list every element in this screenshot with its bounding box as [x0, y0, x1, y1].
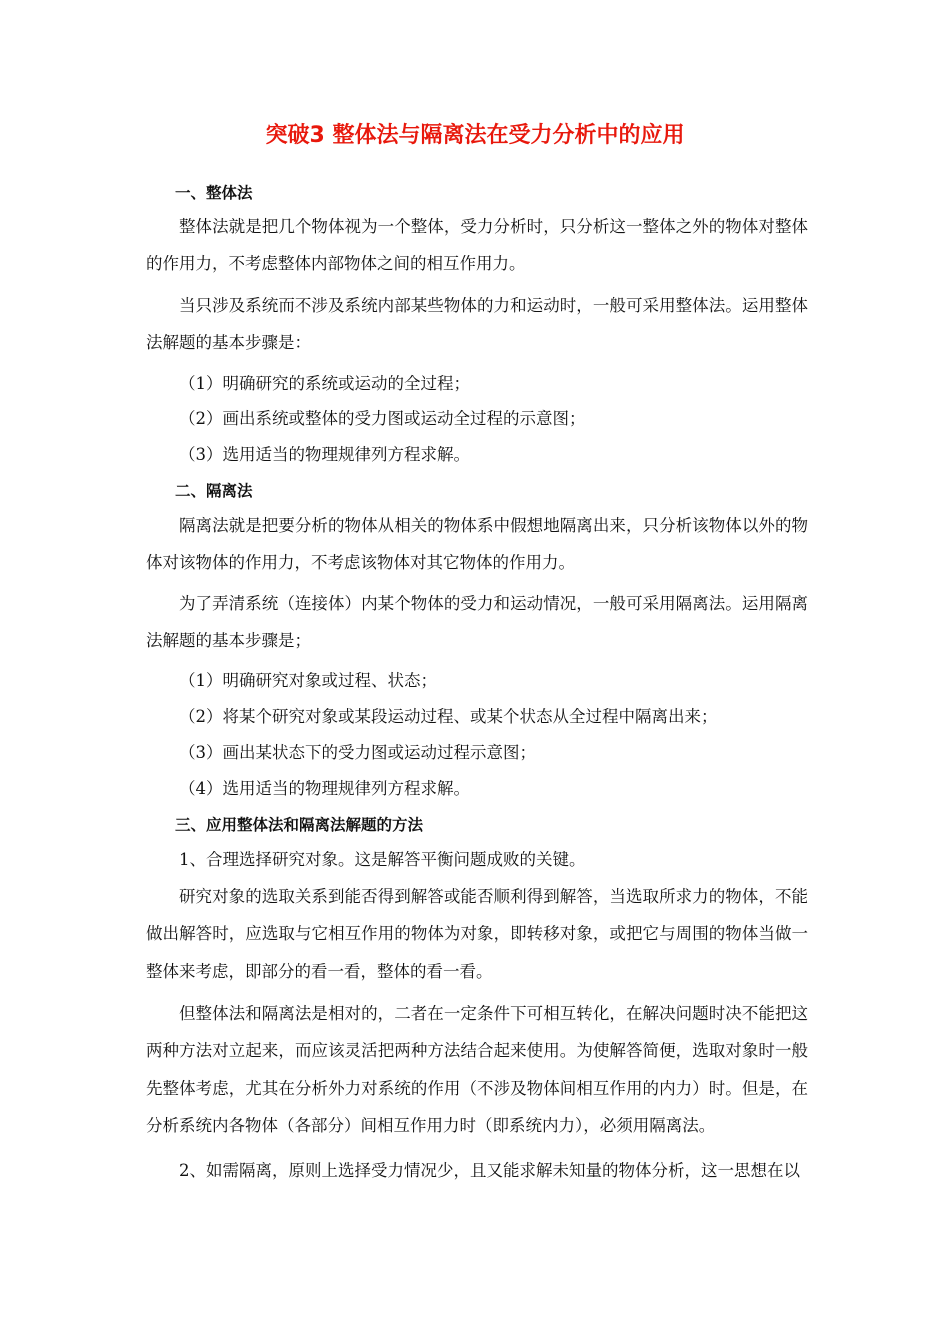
step-item: （1）明确研究的系统或运动的全过程；	[179, 374, 470, 393]
paragraph-relative-methods: 但整体法和隔离法是相对的，二者在一定条件下可相互转化，在解决问题时决不能把这两种方法对立起来，而应该灵活把两种方法结合起来使用。为使解答简便，选取对象时一般先整体考虑，尤其在分析外力对系统的作用（不涉及物体间相互作用的内力）时。但是，在分析系统内各物体（各部分）间相互作用力时（即系统内力），必须用隔离法。	[146, 1004, 808, 1135]
paragraph-method-1: 1、合理选择研究对象。这是解答平衡问题成败的关键。	[179, 850, 586, 869]
paragraph-object-selection: 研究对象的选取关系到能否得到解答或能否顺利得到解答，当选取所求力的物体，不能做出解答时，应选取与它相互作用的物体为对象，即转移对象，或把它与周围的物体当做一整体来考虑，即部分的看一看，整体的看一看。	[146, 887, 808, 981]
step-item: （3）画出某状态下的受力图或运动过程示意图；	[179, 743, 536, 762]
section-heading-methods: 三、应用整体法和隔离法解题的方法	[175, 816, 424, 834]
step-item: （1）明确研究对象或过程、状态；	[179, 671, 437, 690]
document-title: 突破3 整体法与隔离法在受力分析中的应用	[265, 123, 685, 148]
step-item: （3）选用适当的物理规律列方程求解。	[179, 445, 470, 464]
section-heading-isolation-method: 二、隔离法	[175, 482, 253, 500]
paragraph-isolation-usage: 为了弄清系统（连接体）内某个物体的受力和运动情况，一般可采用隔离法。运用隔离法解题的基本步骤是；	[146, 594, 808, 651]
step-item: （2）将某个研究对象或某段运动过程、或某个状态从全过程中隔离出来；	[179, 707, 718, 726]
paragraph-whole-usage: 当只涉及系统而不涉及系统内部某些物体的力和运动时，一般可采用整体法。运用整体法解题的基本步骤是：	[146, 296, 808, 353]
step-item: （4）选用适当的物理规律列方程求解。	[179, 779, 470, 798]
paragraph-method-2: 2、如需隔离，原则上选择受力情况少，且又能求解未知量的物体分析，这一思想在以	[179, 1161, 800, 1180]
paragraph-whole-definition: 整体法就是把几个物体视为一个整体，受力分析时，只分析这一整体之外的物体对整体的作用力，不考虑整体内部物体之间的相互作用力。	[146, 217, 808, 274]
step-item: （2）画出系统或整体的受力图或运动全过程的示意图；	[179, 409, 586, 428]
section-heading-whole-method: 一、整体法	[175, 184, 253, 202]
paragraph-isolation-definition: 隔离法就是把要分析的物体从相关的物体系中假想地隔离出来，只分析该物体以外的物体对该物体的作用力，不考虑该物体对其它物体的作用力。	[146, 516, 808, 573]
